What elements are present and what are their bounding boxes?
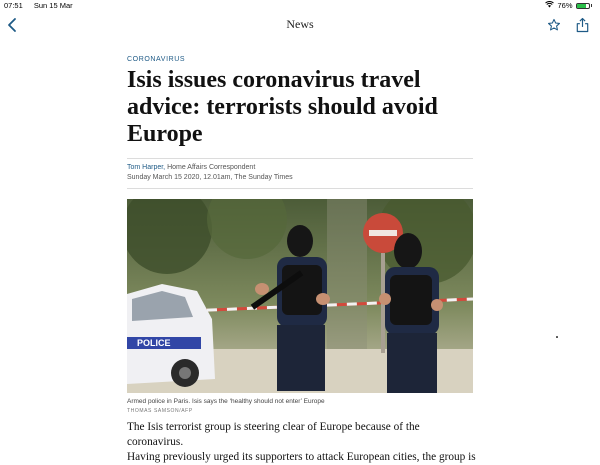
body-line-1: The Isis terrorist group is steering clear of Europe because of the coronavirus. (127, 421, 420, 448)
section-label[interactable]: CORONAVIRUS (127, 56, 186, 63)
nav-actions (546, 16, 590, 34)
photo-caption: Armed police in Paris. Isis says the ‘healthy should not enter’ Europe (127, 398, 325, 405)
article-photo (127, 199, 473, 393)
status-time: 07:51 (4, 1, 23, 10)
status-right (545, 1, 592, 10)
nav-bar (0, 12, 600, 40)
dateline: Sunday March 15 2020, 12.01am, The Sunday Times (127, 174, 293, 181)
byline (127, 163, 473, 173)
status-date: Sun 15 Mar (33, 1, 73, 10)
wifi-icon (545, 1, 554, 10)
article (127, 56, 473, 414)
share-icon (576, 17, 589, 33)
nav-title: News (286, 17, 314, 31)
author-role: Home Affairs Correspondent (167, 164, 256, 171)
police-car-label: POLICE (137, 338, 171, 348)
status-left (4, 1, 82, 10)
battery-fill (577, 4, 586, 8)
body-line-2: Having previously urged its supporters to attack European cities, the group is (127, 451, 476, 463)
photo-credit: THOMAS SAMSON/AFP (127, 408, 193, 414)
star-icon (547, 18, 561, 32)
article-body (127, 420, 477, 465)
author-link[interactable]: Tom Harper, (127, 164, 166, 171)
status-bar (0, 0, 600, 10)
bookmark-button[interactable] (546, 16, 562, 34)
battery-tip (591, 4, 593, 7)
battery-icon (576, 3, 590, 9)
headline: Isis issues coronavirus travel advice: terrorists should avoid Europe (127, 67, 438, 147)
scroll-indicator-dot (556, 336, 558, 338)
byline-block (127, 158, 473, 189)
share-button[interactable] (574, 16, 590, 34)
battery-percent: 76% (557, 1, 573, 10)
